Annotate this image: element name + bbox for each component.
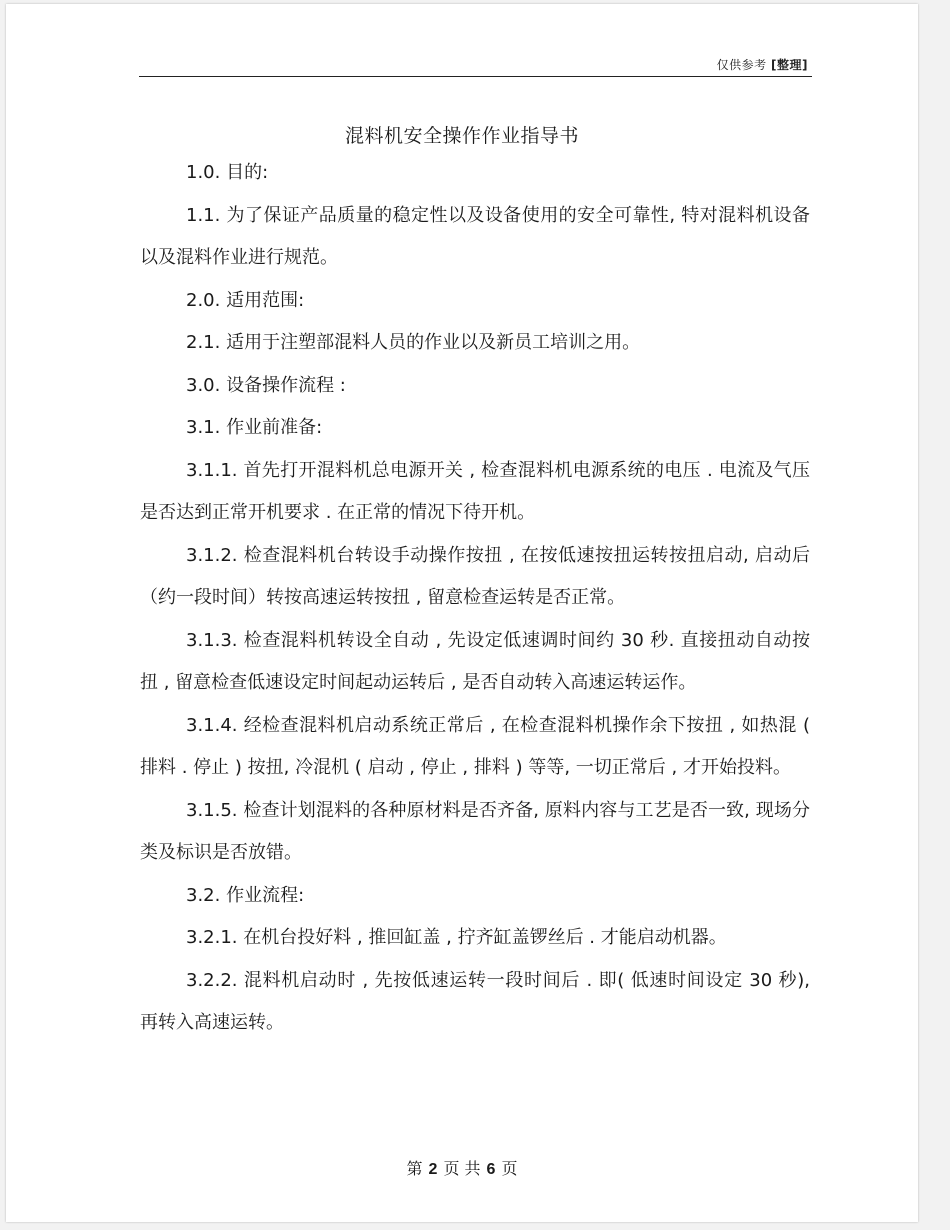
paragraph: 3.1.1. 首先打开混料机总电源开关 , 检查混料机电源系统的电压 . 电流及气压是否达到正常开机要求 . 在正常的情况下待开机。 — [140, 459, 810, 523]
footer-mid: 页 共 — [443, 1159, 481, 1178]
document-page — [6, 4, 918, 1222]
header-note-tag: [整理] — [771, 58, 808, 72]
paragraph: 3.1.3. 检查混料机转设全自动 , 先设定低速调时间约 30 秒. 直接扭动自动按扭 , 留意检查低速设定时间起动运转后 , 是否自动转入高速运转运作。 — [140, 629, 810, 693]
paragraph: 3.1.2. 检查混料机台转设手动操作按扭 , 在按低速按扭运转按扭启动, 启动后（约一段时间）转按高速运转按扭 , 留意检查运转是否正常。 — [140, 544, 810, 608]
page-footer — [6, 1156, 918, 1179]
footer-page-number: 2 — [428, 1161, 438, 1178]
paragraph: 2.0. 适用范围: — [186, 289, 305, 311]
paragraph: 1.1. 为了保证产品质量的稳定性以及设备使用的安全可靠性, 特对混料机设备以及混料作业进行规范。 — [140, 204, 810, 268]
header-note — [717, 56, 808, 73]
footer-total-pages: 6 — [486, 1161, 496, 1178]
header-note-text: 仅供参考 — [716, 58, 767, 72]
paragraph: 3.1.4. 经检查混料机启动系统正常后 , 在检查混料机操作余下按扭 , 如热混 ( 排料 . 停止 ) 按扭, 冷混机 ( 启动 , 停止 , 排料 ) 等等, 一切正常后 , 才开始投料。 — [140, 714, 810, 778]
footer-suffix: 页 — [501, 1159, 518, 1178]
paragraph: 3.2.2. 混料机启动时 , 先按低速运转一段时间后 . 即( 低速时间设定 30 秒), 再转入高速运转。 — [140, 969, 810, 1033]
footer-prefix: 第 — [406, 1159, 423, 1178]
header-divider — [139, 76, 812, 77]
document-body — [140, 152, 810, 1045]
paragraph: 3.2.1. 在机台投好料 , 推回缸盖 , 拧齐缸盖锣丝后 . 才能启动机器。 — [186, 927, 727, 948]
document-title: 混料机安全操作作业指导书 — [344, 125, 579, 147]
paragraph: 3.0. 设备操作流程 : — [186, 374, 346, 396]
paragraph: 3.1. 作业前准备: — [186, 417, 323, 438]
paragraph: 1.0. 目的: — [186, 162, 269, 183]
paragraph: 3.2. 作业流程: — [186, 884, 305, 906]
paragraph: 2.1. 适用于注塑部混料人员的作业以及新员工培训之用。 — [186, 332, 641, 353]
paragraph: 3.1.5. 检查计划混料的各种原材料是否齐备, 原料内容与工艺是否一致, 现场分类及标识是否放错。 — [140, 799, 810, 863]
